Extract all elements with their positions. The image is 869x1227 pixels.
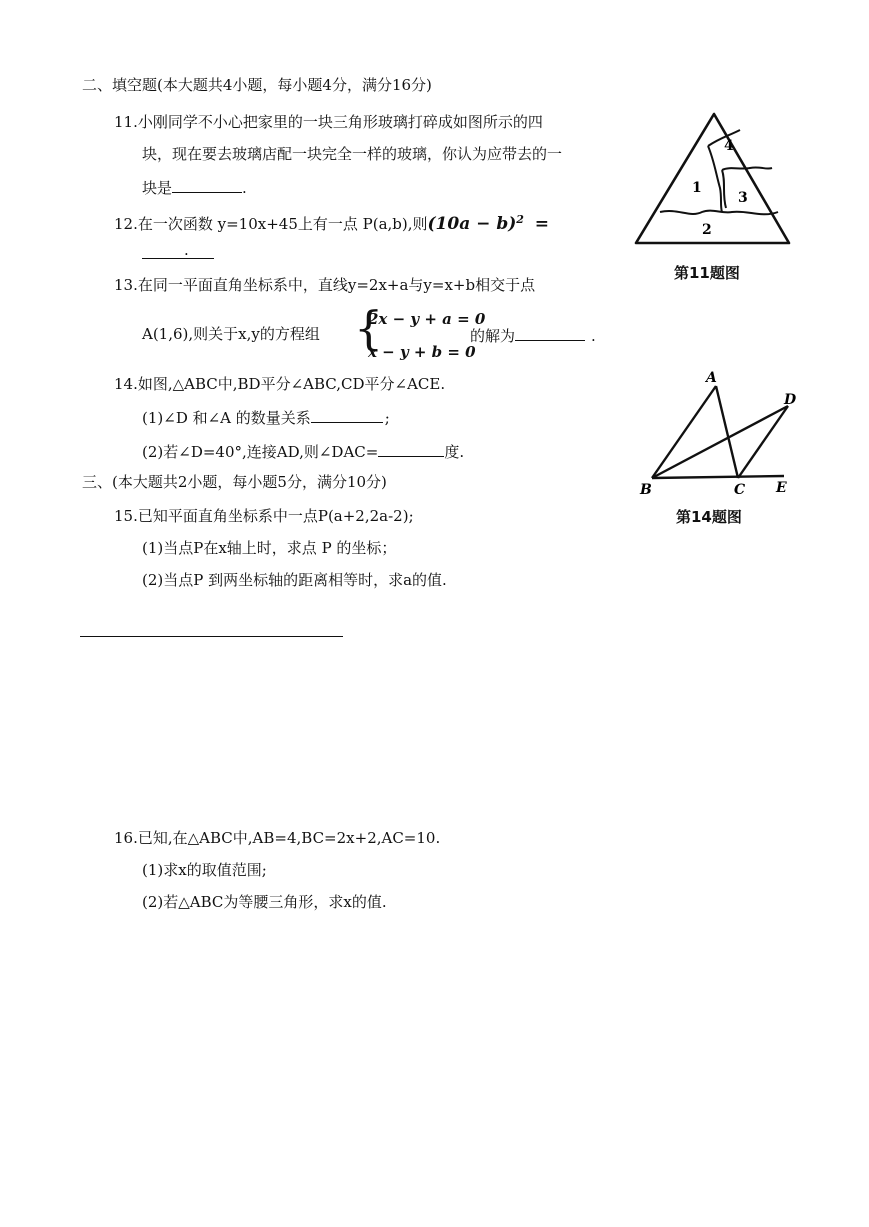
fig14-label-B: B [640, 482, 652, 498]
q16-line1: 16.已知,在△ABC中,AB=4,BC=2x+2,AC=10. [114, 829, 441, 847]
figure-11-broken-triangle [630, 108, 800, 248]
q11-line2: 块，现在要去玻璃店配一块完全一样的玻璃，你认为应带去的一 [142, 145, 563, 163]
q12-line2 [142, 242, 214, 264]
fig14-label-C: C [734, 482, 746, 498]
q13-eq2: x − y + b = 0 [368, 343, 476, 361]
q14-part2-blank[interactable] [378, 440, 444, 457]
q14-line1: 14.如图,△ABC中,BD平分∠ABC,CD平分∠ACE. [114, 375, 446, 393]
q16-part2: (2)若△ABC为等腰三角形，求x的值. [142, 893, 387, 911]
q13-answer-blank[interactable] [515, 324, 585, 341]
q13-line2-pre: A(1,6),则关于x,y的方程组 [142, 325, 320, 343]
q11-line1: 11.小刚同学不小心把家里的一块三角形玻璃打碎成如图所示的四 [114, 113, 543, 131]
figure-11-caption: 第11题图 [674, 264, 740, 282]
q15-part1: (1)当点P在x轴上时，求点 P 的坐标； [142, 539, 397, 557]
fig11-label-2: 2 [702, 222, 712, 238]
exam-page: 二、填空题(本大题共4小题，每小题4分，满分16分) 11.小刚同学不小心把家里的一块三角形玻璃打碎成如图所示的四 块，现在要去玻璃店配一块完全一样的玻璃，你认为应带去的一 块是 . 12.在一次函数 y=10x+45上有一点 P(a,b),则$(10a - b)^2$ = . 13.在同一平面直角坐标系中，直线y=2x+a与y=x+b相交于点 A(1,6),则关于x,y的方程组 { 2x − y + a = 0 x − y + b = 0 的解为 . 14.如图,△ABC中,BD平分∠ABC,CD平分∠ACE. (1)∠D 和∠A 的数量关系 ; (2)若∠D=40°,连接AD,则∠DAC= 度. 三、(本大题共2小题，每小题5分，满分10分) 15.已知平面直角坐标系中一点P(a+2,2a-2); (1)当点P在x轴上时，求点 P 的坐标； (2)当点P 到两坐标轴的距离相等时，求a的值. 16.已知,在△ABC中,AB=4,BC=2x+2,AC=10. (1)求x的取值范围; (2)若△ABC为等腰三角形，求x的值. 4 1 3 2 第11题图 A B C D E 第14题图 [0, 0, 869, 1227]
q14-part1-blank[interactable] [311, 406, 383, 423]
section-solve-title: 三、(本大题共2小题，每小题5分，满分10分) [82, 473, 387, 491]
q11-line3: 块是 . [142, 176, 247, 198]
q15-part2: (2)当点P 到两坐标轴的距离相等时，求a的值. [142, 571, 447, 589]
q15-line1: 15.已知平面直角坐标系中一点P(a+2,2a-2); [114, 507, 414, 525]
q14-part1: (1)∠D 和∠A 的数量关系 ; [142, 406, 390, 428]
q14-part2: (2)若∠D=40°,连接AD,则∠DAC= 度. [142, 440, 464, 462]
fig11-label-3: 3 [738, 190, 748, 206]
separator-line [80, 636, 343, 637]
q11-answer-blank[interactable] [172, 176, 242, 193]
fig11-label-4: 4 [724, 138, 734, 154]
figure-14-triangle [632, 366, 812, 500]
q13-eq1: 2x − y + a = 0 [368, 310, 486, 328]
fig14-label-D: D [784, 392, 797, 408]
fig14-label-A: A [706, 370, 717, 386]
q12-line1: 12.在一次函数 y=10x+45上有一点 P(a,b),则$(10a - b)^2$ = [114, 213, 549, 234]
q13-line1: 13.在同一平面直角坐标系中，直线y=2x+a与y=x+b相交于点 [114, 276, 536, 294]
section-fill-in-title: 二、填空题(本大题共4小题，每小题4分，满分16分) [82, 76, 432, 94]
q13-brace: { [354, 301, 384, 355]
q12-answer-blank[interactable] [142, 242, 214, 259]
q13-line2-post: 的解为 . [470, 324, 596, 346]
fig14-label-E: E [776, 480, 787, 496]
q16-part1: (1)求x的取值范围; [142, 861, 267, 879]
fig11-label-1: 1 [692, 180, 702, 196]
figure-14-caption: 第14题图 [676, 508, 742, 526]
